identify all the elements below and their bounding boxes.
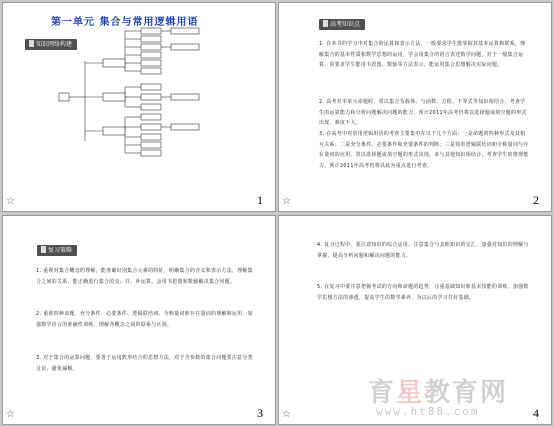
section-tag: 知识网络构建: [25, 39, 77, 50]
star-icon: ☆: [282, 196, 291, 207]
slide-2[interactable]: [278, 2, 552, 212]
slide-1[interactable]: [2, 2, 276, 212]
page-number: 4: [533, 406, 539, 420]
watermark-url: www.ht88.com: [376, 405, 480, 418]
knowledge-tree-diagram: [3, 3, 276, 212]
page-number: 3: [257, 406, 263, 420]
slide-3[interactable]: [2, 215, 276, 425]
star-icon: ☆: [6, 409, 15, 420]
paragraph: 3. 在高考中对常用逻辑用语的考查主要集中在以下几个方面：一是命题的四种形式及其相互关系；二是充分条件、必要条件和充要条件的判断；三是简单逻辑联结词和全称量词与存在量词的应用，常以选择题或填空题的形式出现，多与其他知识相结合，考查学生的推理能力，预计2011年高考仍将以此为重点进行考查。: [319, 131, 529, 169]
watermark-brand: 育星教育网: [368, 378, 509, 408]
paragraph: 1. 在本书的学习中对集合的运算和表示方法，一般要求学生能掌握其基本运算和联系，理解集合的基本性质和数学思想的运用，学会用集合的语言表述数学问题，对于一般集合运算，常要求学生能用韦恩图、数轴等方法表示，能运用集合思想解决实际问题。: [319, 41, 526, 69]
section-tag: 高考知识点: [319, 19, 365, 30]
book-icon: [323, 20, 328, 27]
book-icon: [41, 246, 46, 253]
slide-title: 第一单元 集合与常用逻辑用语: [51, 17, 199, 28]
page-number: 2: [533, 193, 539, 207]
paragraph: 5. 在复习中要注意把握考试的方向和命题的趋势，注重基础知识和基本技能的训练，加强数学思想方法的渗透，提高学生的数学素养，为以后的学习打好基础。: [317, 284, 529, 301]
page-number: 1: [257, 193, 263, 207]
section-tag: 复习策略: [37, 245, 77, 256]
paragraph: 1. 重视对集合概念的理解，能准确识别集合元素的特征，明确集合的含义和表示方法，理解集合之间的关系，能正确进行集合的交、并、补运算，会用韦恩图和数轴解决集合问题。: [36, 268, 253, 285]
paragraph: 2. 高考对本单元命题时，常以集合为载体，与函数、方程、不等式等知识相结合，考查学生的运算能力和分析问题解决问题的能力，预计2011年高考仍将以选择题或填空题的形式出现，难度不大。: [319, 99, 527, 127]
site-watermark: [368, 372, 538, 422]
paragraph: 3. 对于集合的运算问题，要善于运用数形结合的思想方法，对于含参数的集合问题要注意分类讨论，避免漏解。: [36, 355, 253, 372]
star-icon: ☆: [6, 196, 15, 207]
star-icon: ☆: [282, 409, 291, 420]
paragraph: 4. 复习过程中，要注意知识的综合运用，注意集合与其他知识的交汇，加强对知识的理解与掌握，提高分析问题和解决问题的能力。: [317, 242, 529, 259]
paragraph: 2. 重视四种命题、充分条件、必要条件、逻辑联结词、全称量词和存在量词的理解和运用，加强数学语言的准确性训练，理解各概念之间的联系与区别。: [36, 311, 253, 328]
